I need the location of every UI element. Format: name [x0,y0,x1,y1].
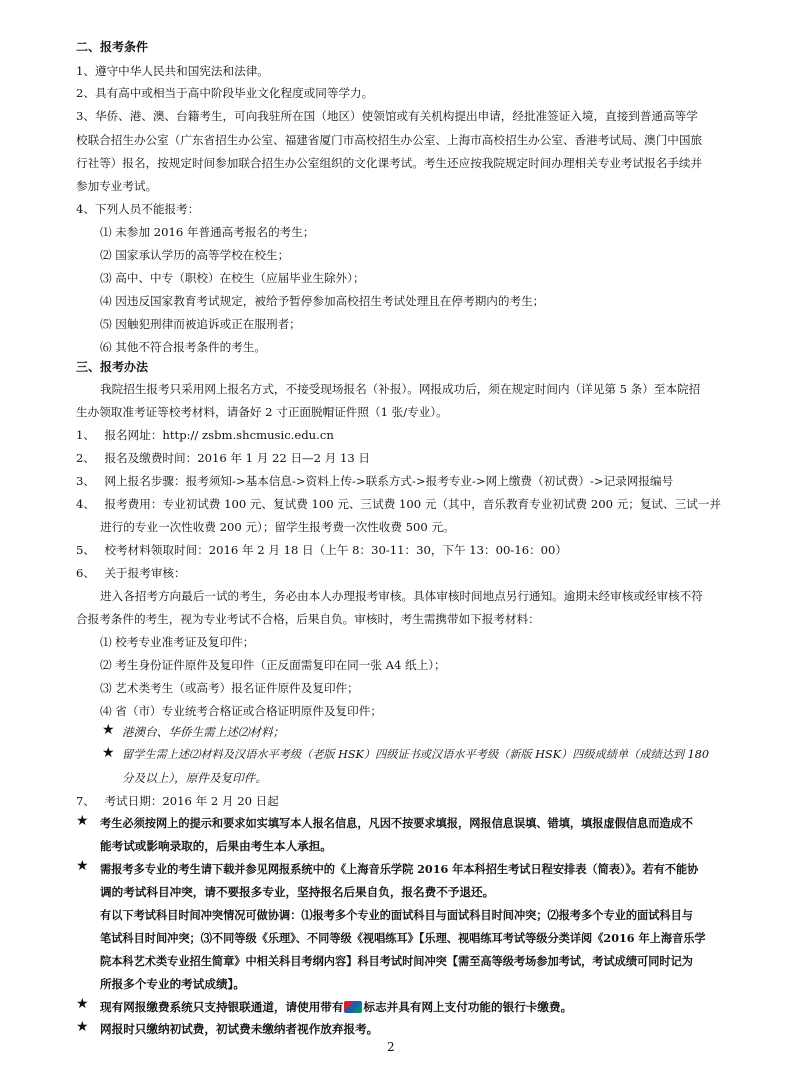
star-icon: ★ [76,1019,89,1035]
star-icon: ★ [102,745,115,761]
star-icon: ★ [76,996,89,1012]
method-item: 进行的专业一次性收费 200 元）；留学生报考费一次性收费 500 元。 [100,520,455,534]
list-item: ⑷ 省（市）专业统考合格证或合格证明原件及复印件； [100,704,382,718]
list-item: ⑵ 考生身份证件原件及复印件（正反面需复印在同一张 A4 纸上）； [100,658,446,672]
list-item: ⑸ 因触犯刑律而被追诉或正在服刑者； [100,317,301,331]
star-icon: ★ [102,722,115,738]
unionpay-logo-icon [344,1001,362,1013]
list-item: ⑹ 其他不符合报考条件的考生。 [100,340,266,354]
paragraph: 我院招生报考只采用网上报名方式，不接受现场报名（补报）。网报成功后，须在规定时间内（详见第 5 条）至本院招 [100,382,701,396]
page-number: 2 [387,1040,395,1054]
list-item: ⑴ 未参加 2016 年普通高考报名的考生； [100,225,315,239]
italic-note: 留学生需上述⑵材料及汉语水平考级（老版 HSK）四级证书或汉语水平考级（新版 HSK）四级成绩单（成绩达到 180 [122,748,710,761]
method-item: 6、 关于报考审核： [76,566,186,580]
condition-item: 2、具有高中或相当于高中阶段毕业文化程度或同等学力。 [76,86,374,100]
method-item: 4、 报考费用：专业初试费 100 元、复试费 100 元、三试费 100 元（其中，音乐教育专业初试费 200 元；复试、三试一并 [76,497,721,511]
condition-item: 行社等）报名，按规定时间参加联合招生办公室组织的文化课考试。考生还应按我院规定时间办理相关专业考试报名手续并 [76,156,703,170]
bold-note: 考生必须按网上的提示和要求如实填写本人报名信息，凡因不按要求填报，网报信息误填、错填，填报虚假信息而造成不 [100,816,693,830]
paragraph: 生办领取准考证等校考材料，请备好 2 寸正面脱帽证件照（1 张/专业）。 [76,405,448,419]
bold-note [100,999,572,1015]
list-item: ⑶ 艺术类考生（或高考）报名证件原件及复印件； [100,681,359,695]
method-item: 7、 考试日期：2016 年 2 月 20 日起 [76,794,279,808]
condition-item: 校联合招生办公室（广东省招生办公室、福建省厦门市高校招生办公室、上海市高校招生办公室、香港考试局、澳门中国旅 [76,133,703,147]
bold-note-emphasis: 简表 [597,863,621,876]
star-icon: ★ [76,858,89,874]
list-item: ⑷ 因违反国家教育考试规定，被给予暂停参加高校招生考试处理且在停考期内的考生； [100,294,545,308]
bold-note-text: 现有网报缴费系统只支持银联通道，请使用带有 [100,1000,344,1014]
section-heading: 二、报考条件 [76,40,149,54]
bold-note: 能考试或影响录取的，后果由考生本人承担。 [100,839,332,853]
bold-note: 所报多个专业的考试成绩】。 [100,977,245,991]
bold-note: 调的考试科目冲突，请不要报多专业，坚持报名后果自负，报名费不予退还。 [100,885,495,899]
bold-note-text: 需报考多专业的考生请下载并参见网报系统中的《上海音乐学院 2016 年本科招生考试日程安排表（ [100,862,598,876]
paragraph: 合报考条件的考生，视为专业考试不合格，后果自负。审核时，考生需携带如下报考材料： [76,612,540,626]
bold-note: 院本科艺术类专业招生简章》中相关科目考纲内容】科目考试时间冲突【需至高等级考场参加考试，考试成绩可同时记为 [100,954,693,968]
bold-note-text: 标志并具有网上支付功能的银行卡缴费。 [363,1000,573,1014]
method-item: 3、 网上报名步骤：报考须知->基本信息->资料上传->联系方式->报考专业->网上缴费（初试费）->记录网报编号 [76,474,674,488]
italic-note: 分及以上），原件及复印件。 [122,771,267,785]
condition-item: 3、华侨、港、澳、台籍考生，可向我驻所在国（地区）使领馆或有关机构提出申请，经批准签证入境，直接到普通高等学 [76,109,698,123]
paragraph: 进入各招考方向最后一试的考生，务必由本人办理报考审核。具体审核时间地点另行通知。逾期未经审核或经审核不符 [100,589,703,603]
bold-note [100,861,698,878]
list-item: ⑵ 国家承认学历的高等学校在校生； [100,248,290,262]
method-item: 5、 校考材料领取时间：2016 年 2 月 18 日（上午 8：30-11：30，下午 13：00-16：00） [76,543,568,557]
italic-note: 港澳台、华侨生需上述⑵材料； [122,725,285,739]
star-icon: ★ [76,813,89,829]
section-heading: 三、报考办法 [76,360,149,374]
bold-note: 笔试科目时间冲突；⑶不同等级《乐理》、不同等级《视唱练耳》【乐理、视唱练耳考试等级分类详阅《2016 年上海音乐学 [100,931,706,945]
method-item: 1、 报名网址：http:// zsbm.shcmusic.edu.cn [76,428,334,442]
condition-item: 1、遵守中华人民共和国宪法和法律。 [76,64,269,78]
condition-item: 4、下列人员不能报考： [76,202,200,216]
bold-note: 网报时只缴纳初试费，初试费未缴纳者视作放弃报考。 [100,1022,379,1036]
list-item: ⑶ 高中、中专（职校）在校生（应届毕业生除外）； [100,271,365,285]
list-item: ⑴ 校考专业准考证及复印件； [100,635,255,649]
bold-note: 有以下考试科目时间冲突情况可做协调：⑴报考多个专业的面试科目与面试科目时间冲突；⑵报考多个专业的面试科目与 [100,908,693,922]
condition-item: 参加专业考试。 [76,179,158,193]
bold-note-text: ）》。若有不能协 [620,862,699,876]
method-item: 2、 报名及缴费时间：2016 年 1 月 22 日—2 月 13 日 [76,451,371,465]
